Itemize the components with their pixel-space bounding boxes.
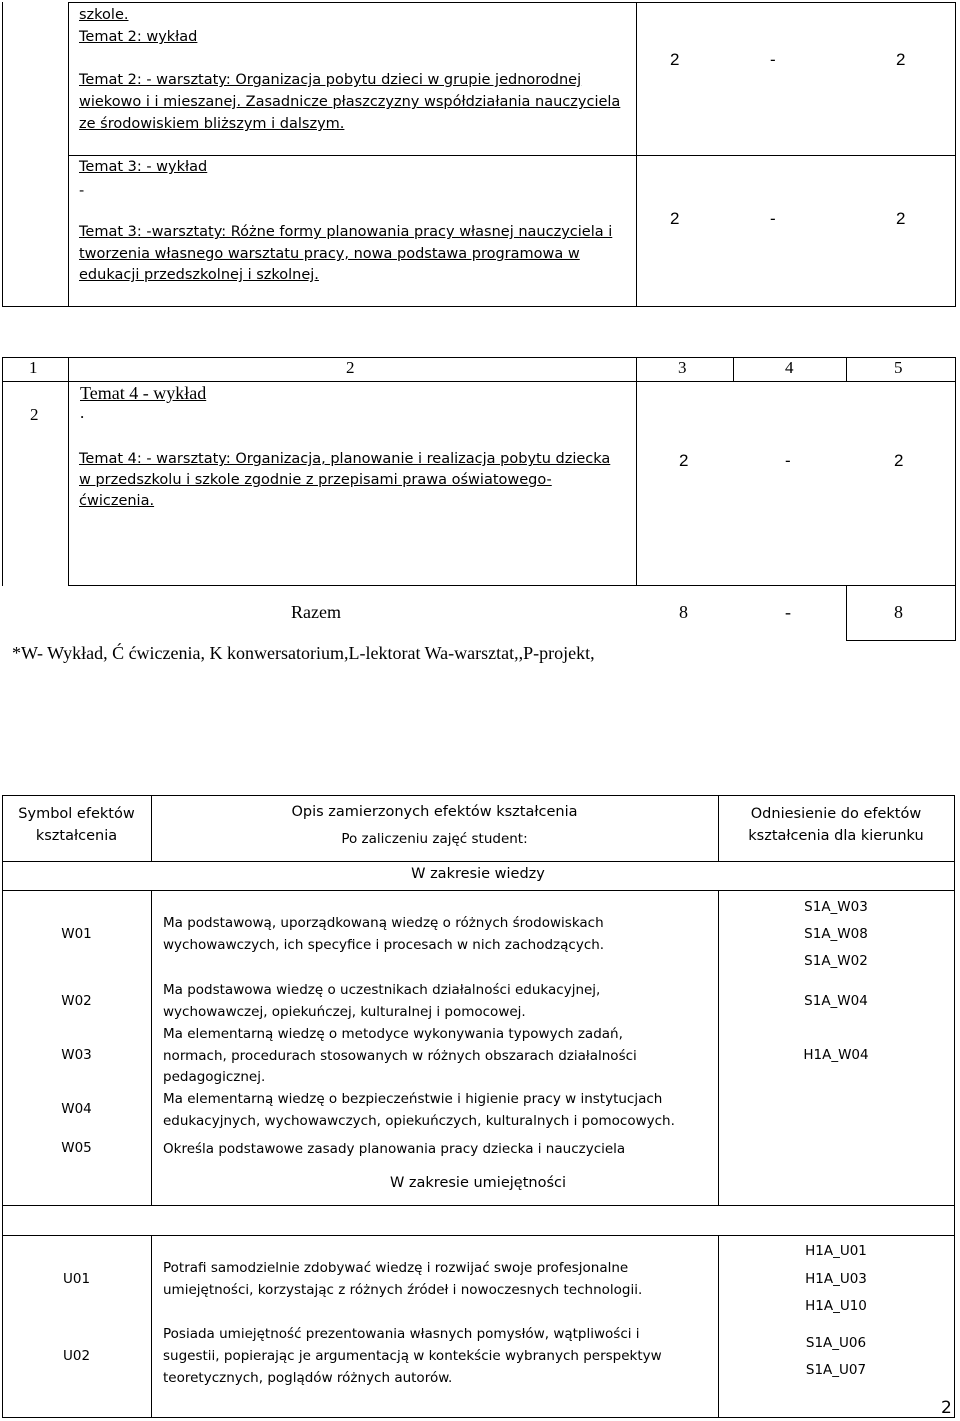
topic-line: w przedszkolu i szkole zgodnie z przepisami prawa oświatowego- bbox=[79, 472, 552, 488]
topic-line: szkole. bbox=[79, 7, 129, 23]
page-number: 2 bbox=[941, 1398, 952, 1418]
total-dash: - bbox=[785, 602, 791, 622]
outcome-code: W04 bbox=[61, 1101, 92, 1117]
topic-line: Temat 4: - warsztaty: Organizacja, planowanie i realizacja pobytu dziecka bbox=[79, 451, 611, 467]
total-label: Razem bbox=[291, 602, 341, 622]
hours-value: 2 bbox=[670, 209, 680, 228]
outcome-code: W01 bbox=[61, 926, 92, 942]
topic-line: ze środowiskiem bliższym i dalszym. bbox=[79, 116, 345, 132]
column-number: 2 bbox=[346, 358, 355, 377]
column-number: 5 bbox=[894, 358, 903, 377]
outcome-text: Ma elementarną wiedzę o metodyce wykonywania typowych zadań, bbox=[163, 1026, 623, 1042]
hours-value: 2 bbox=[679, 451, 689, 470]
total-value: 8 bbox=[894, 602, 903, 622]
header-reference: Odniesienie do efektów bbox=[750, 806, 922, 822]
reference-code: H1A_U03 bbox=[805, 1271, 867, 1287]
reference-code: H1A_W04 bbox=[803, 1047, 869, 1063]
outcome-text: Posiada umiejętność prezentowania własnych pomysłów, wątpliwości i bbox=[163, 1326, 640, 1342]
hours-dash: - bbox=[770, 50, 776, 69]
header-symbol: Symbol efektów bbox=[18, 806, 135, 822]
header-reference: kształcenia dla kierunku bbox=[748, 828, 924, 844]
header-description-sub: Po zaliczeniu zajęć student: bbox=[341, 831, 528, 847]
topic-line: tworzenia własnego warsztatu pracy, nowa podstawa programowa w bbox=[79, 246, 580, 262]
header-symbol: kształcenia bbox=[35, 828, 118, 844]
hours-value: 2 bbox=[896, 50, 906, 69]
outcome-text: normach, procedurach stosowanych w różnych obszarach działalności bbox=[163, 1048, 637, 1064]
reference-code: S1A_U07 bbox=[805, 1362, 867, 1378]
row-number: 2 bbox=[30, 405, 39, 424]
outcome-code: W05 bbox=[61, 1140, 92, 1156]
reference-code: S1A_U06 bbox=[805, 1335, 867, 1351]
hours-dash: - bbox=[770, 209, 776, 228]
topic-line: Temat 3: - wykład bbox=[79, 159, 208, 175]
reference-code: S1A_W08 bbox=[804, 926, 868, 942]
hours-value: 2 bbox=[670, 50, 680, 69]
section-title-knowledge: W zakresie wiedzy bbox=[411, 866, 545, 882]
outcome-text: wychowawczych, ich specyfice i procesach w nich zachodzących. bbox=[163, 937, 605, 953]
dot-mark: . bbox=[80, 403, 85, 422]
outcome-text: umiejętności, korzystając z różnych źródeł i nowoczesnych technologii. bbox=[163, 1282, 643, 1298]
outcome-text: sugestii, popierając je argumentacją w kontekście wybranych perspektyw bbox=[163, 1348, 662, 1364]
reference-code: S1A_W02 bbox=[804, 953, 868, 969]
outcome-code: W03 bbox=[61, 1047, 92, 1063]
column-number: 1 bbox=[29, 358, 38, 377]
outcome-text: teoretycznych, poglądów różnych autorów. bbox=[163, 1370, 453, 1386]
outcome-text: pedagogicznej. bbox=[163, 1069, 266, 1085]
topic-line: wiekowo i i mieszanej. Zasadnicze płaszczyzny współdziałania nauczyciela bbox=[79, 94, 621, 110]
column-number: 4 bbox=[785, 358, 794, 377]
outcome-code: U01 bbox=[62, 1271, 91, 1287]
topic-title: Temat 4 - wykład bbox=[80, 383, 207, 403]
outcome-code: W02 bbox=[61, 993, 92, 1009]
topic-line: - bbox=[79, 183, 85, 199]
hours-value: 2 bbox=[896, 209, 906, 228]
reference-code: S1A_W03 bbox=[804, 899, 868, 915]
outcome-text: Określa podstawowe zasady planowania pracy dziecka i nauczyciela bbox=[163, 1141, 626, 1157]
outcome-text: Ma podstawową, uporządkowaną wiedzę o różnych środowiskach bbox=[163, 915, 604, 931]
outcome-text: wychowawczej, opiekuńczej, kulturalnej i pomocowej. bbox=[163, 1004, 526, 1020]
topic-line: ćwiczenia. bbox=[79, 493, 155, 509]
topic-line: edukacji przedszkolnej i szkolnej. bbox=[79, 267, 319, 283]
outcome-text: Ma elementarną wiedzę o bezpieczeństwie i higienie pracy w instytucjach bbox=[163, 1091, 663, 1107]
legend-note: *W- Wykład, Ć ćwiczenia, K konwersatorium,L-lektorat Wa-warsztat,,P-projekt, bbox=[12, 643, 595, 663]
topic-line: Temat 3: -warsztaty: Różne formy planowania pracy własnej nauczyciela i bbox=[79, 224, 613, 240]
section-title-skills: W zakresie umiejętności bbox=[389, 1175, 567, 1191]
topic-line: Temat 2: - warsztaty: Organizacja pobytu dzieci w grupie jednorodnej bbox=[79, 72, 582, 88]
outcome-text: edukacyjnych, wychowawczych, opiekuńczych, kulturalnych i pomocowych. bbox=[163, 1113, 675, 1129]
header-description: Opis zamierzonych efektów kształcenia bbox=[291, 804, 578, 820]
outcome-text: Potrafi samodzielnie zdobywać wiedzę i rozwijać swoje profesjonalne bbox=[163, 1260, 629, 1276]
outcome-code: U02 bbox=[62, 1348, 91, 1364]
reference-code: S1A_W04 bbox=[804, 993, 868, 1009]
column-number: 3 bbox=[678, 358, 687, 377]
outcome-text: Ma podstawowa wiedzę o uczestnikach działalności edukacyjnej, bbox=[163, 982, 601, 998]
reference-code: H1A_U01 bbox=[805, 1243, 867, 1259]
hours-value: 2 bbox=[894, 451, 904, 470]
hours-dash: - bbox=[785, 451, 791, 470]
total-value: 8 bbox=[679, 602, 688, 622]
reference-code: H1A_U10 bbox=[805, 1298, 867, 1314]
topic-line: Temat 2: wykład bbox=[79, 29, 198, 45]
